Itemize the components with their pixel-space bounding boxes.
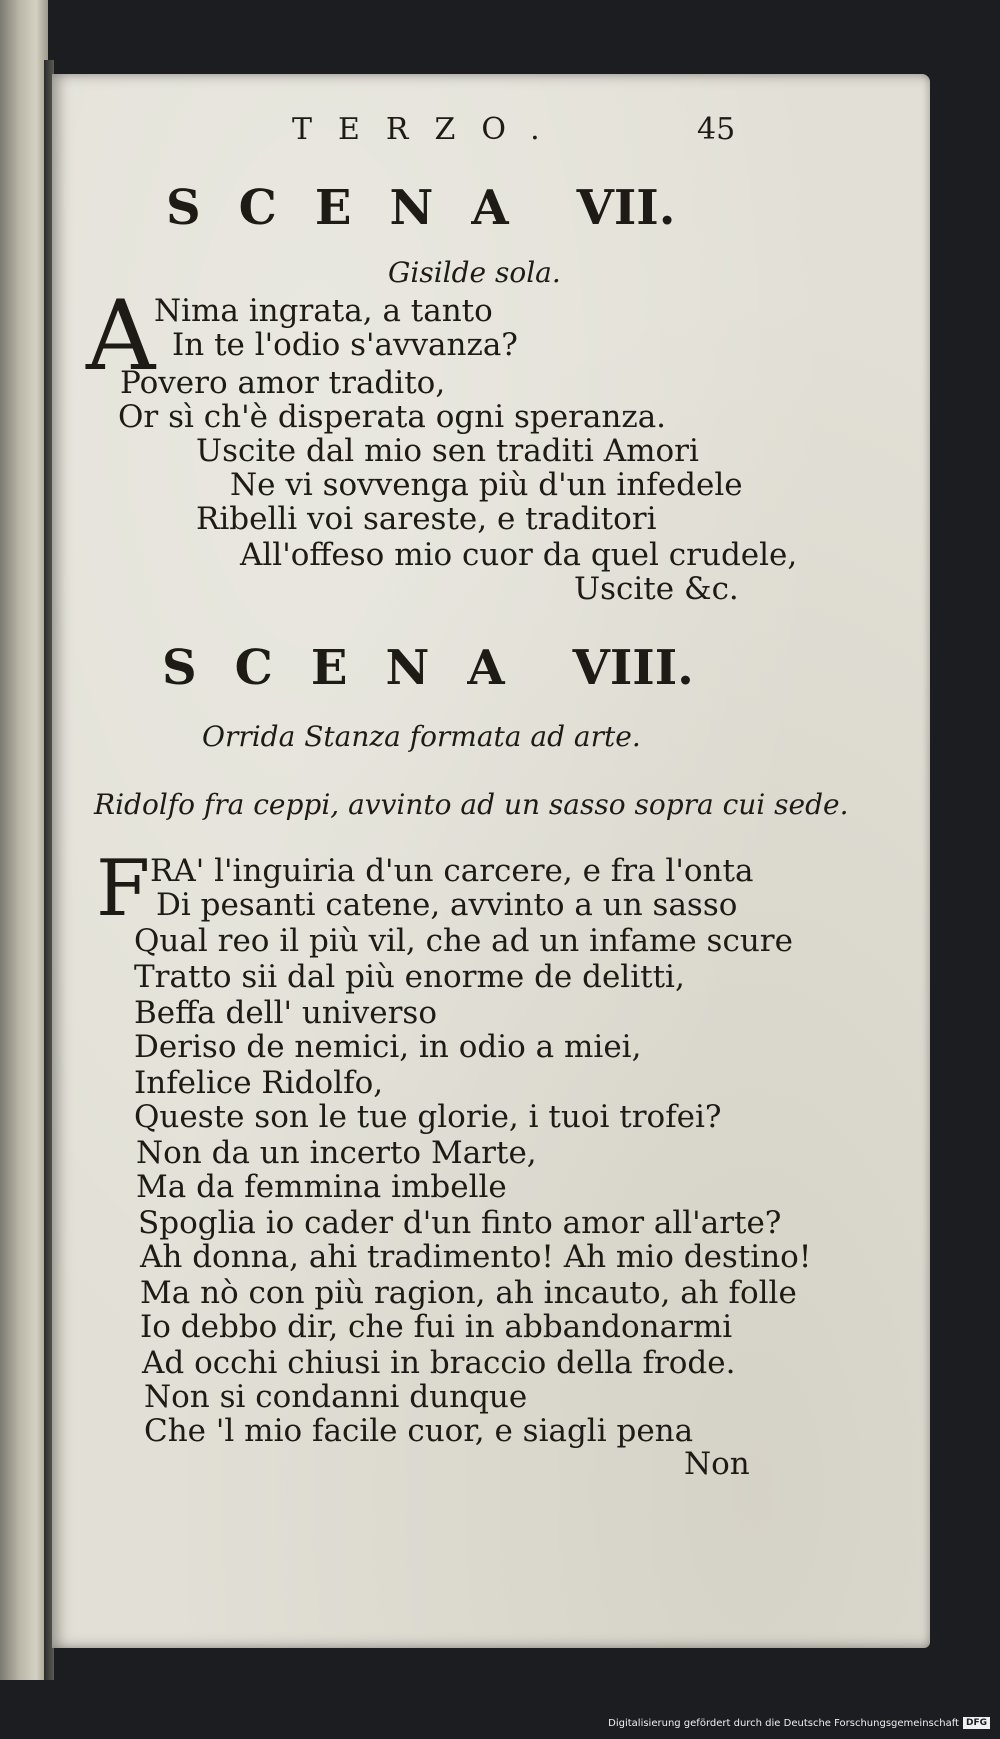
- dfg-logo: DFG: [963, 1717, 990, 1729]
- scene-7-line: Nima ingrata, a tanto: [154, 293, 493, 329]
- page-number: 45: [697, 112, 736, 147]
- scene-8-line: Infelice Ridolfo,: [134, 1065, 384, 1101]
- scene-7-line: Ne vi sovvenga più d'un infedele: [230, 467, 743, 503]
- scene-7-number: VII.: [576, 180, 676, 236]
- scene-8-line: Che 'l mio facile cuor, e siagli pena: [144, 1413, 694, 1449]
- running-title: TERZO.: [292, 112, 566, 147]
- scene-8-direction: Ridolfo fra ceppi, avvinto ad un sasso sopra cui sede.: [94, 788, 849, 821]
- scene-7-line: Uscite &c.: [574, 571, 739, 607]
- scene-8-line: Di pesanti catene, avvinto a un sasso: [156, 887, 738, 923]
- scene-8-line: Ma nò con più ragion, ah incauto, ah folle: [140, 1275, 797, 1311]
- scene-8-line: Ma da femmina imbelle: [136, 1169, 507, 1205]
- scene-8-line: Beffa dell' universo: [134, 995, 437, 1031]
- scene-8-heading: [162, 640, 694, 696]
- scene-7-character: Gisilde sola.: [388, 256, 561, 289]
- catchword: Non: [684, 1446, 750, 1482]
- scene-7-heading: [166, 180, 675, 236]
- scene-8-line: Ad occhi chiusi in braccio della frode.: [142, 1345, 736, 1381]
- digitization-footer: [608, 1717, 990, 1729]
- scene-8-line: Tratto sii dal più enorme de delitti,: [134, 959, 685, 995]
- scene-8-line: Spoglia io cader d'un finto amor all'arte?: [138, 1205, 782, 1241]
- scene-7-label: SCENA: [166, 180, 547, 236]
- scene-7-dropcap: A: [86, 280, 156, 392]
- scene-7-line: Ribelli voi sareste, e traditori: [196, 501, 657, 537]
- scene-8-line: RA' l'inguiria d'un carcere, e fra l'onta: [150, 853, 754, 889]
- scene-8-line: Io debbo dir, che fui in abbandonarmi: [140, 1309, 733, 1345]
- scene-7-line: Or sì ch'è disperata ogni speranza.: [118, 399, 667, 435]
- scene-7-line: In te l'odio s'avvanza?: [172, 327, 518, 363]
- funding-credit: Digitalisierung gefördert durch die Deutsche Forschungsgemeinschaft: [608, 1717, 959, 1729]
- scene-8-line: Queste son le tue glorie, i tuoi trofei?: [134, 1099, 722, 1135]
- scene-8-dropcap: F: [96, 844, 151, 934]
- scene-7-line: Uscite dal mio sen traditi Amori: [196, 433, 699, 469]
- scene-8-label: SCENA: [162, 640, 543, 696]
- scene-7-line: All'offeso mio cuor da quel crudele,: [240, 537, 798, 573]
- scene-8-line: Ah donna, ahi tradimento! Ah mio destino!: [140, 1239, 812, 1275]
- scene-8-line: Deriso de nemici, in odio a miei,: [134, 1029, 642, 1065]
- scene-8-line: Non da un incerto Marte,: [136, 1135, 537, 1171]
- scene-7-line: Povero amor tradito,: [120, 365, 446, 401]
- scene-8-line: Qual reo il più vil, che ad un infame scure: [134, 923, 793, 959]
- scene-8-number: VIII.: [572, 640, 694, 696]
- scene-8-line: Non si condanni dunque: [144, 1379, 528, 1415]
- previous-page-edge: [0, 0, 48, 1680]
- scene-8-setting: Orrida Stanza formata ad arte.: [202, 720, 641, 753]
